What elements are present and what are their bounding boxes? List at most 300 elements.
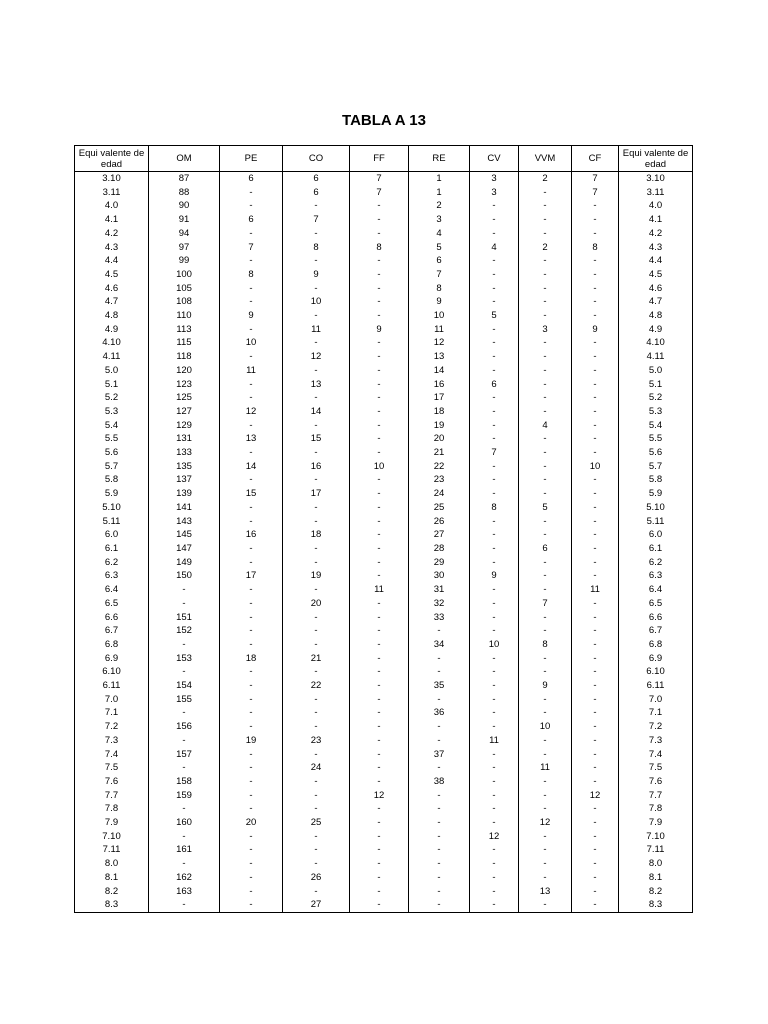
table-cell: 8.3 <box>75 898 149 912</box>
column-header: PE <box>220 146 283 172</box>
table-cell: - <box>572 885 619 899</box>
table-cell: - <box>572 282 619 296</box>
table-cell: - <box>572 295 619 309</box>
table-cell: - <box>470 487 519 501</box>
table-cell: 4 <box>409 227 470 241</box>
table-cell: - <box>470 199 519 213</box>
table-cell: 25 <box>409 501 470 515</box>
table-cell: - <box>283 556 350 570</box>
table-cell: - <box>350 391 409 405</box>
table-cell: - <box>470 460 519 474</box>
table-cell: 6.6 <box>619 611 693 625</box>
table-cell: 6.11 <box>75 679 149 693</box>
table-cell: - <box>519 789 572 803</box>
table-cell: - <box>519 364 572 378</box>
table-header-row <box>75 146 693 172</box>
column-header: VVM <box>519 146 572 172</box>
table-cell: - <box>572 843 619 857</box>
table-cell: - <box>350 254 409 268</box>
table-row <box>75 665 693 679</box>
table-cell: - <box>350 364 409 378</box>
table-cell: - <box>519 378 572 392</box>
table-cell: - <box>572 816 619 830</box>
table-row <box>75 241 693 255</box>
table-row <box>75 871 693 885</box>
table-cell: - <box>519 309 572 323</box>
table-cell: 16 <box>220 528 283 542</box>
table-cell: - <box>350 336 409 350</box>
table-row <box>75 720 693 734</box>
table-row <box>75 419 693 433</box>
table-cell: - <box>220 843 283 857</box>
table-cell: - <box>470 515 519 529</box>
table-row <box>75 309 693 323</box>
table-cell: 12 <box>283 350 350 364</box>
table-row <box>75 542 693 556</box>
table-cell: 113 <box>149 323 220 337</box>
table-cell: - <box>572 857 619 871</box>
table-cell: - <box>220 323 283 337</box>
table-cell: 4.5 <box>619 268 693 282</box>
table-cell: - <box>283 802 350 816</box>
table-cell: - <box>149 898 220 912</box>
table-cell: - <box>283 748 350 762</box>
table-cell: 6.11 <box>619 679 693 693</box>
table-cell: 5.11 <box>75 515 149 529</box>
table-cell: - <box>350 597 409 611</box>
table-cell: 4.7 <box>75 295 149 309</box>
table-cell: - <box>220 789 283 803</box>
table-cell: 10 <box>470 638 519 652</box>
table-cell: 5.4 <box>619 419 693 433</box>
table-cell: 88 <box>149 186 220 200</box>
table-cell: 133 <box>149 446 220 460</box>
table-cell: - <box>519 282 572 296</box>
table-cell: 23 <box>409 473 470 487</box>
table-cell: - <box>409 885 470 899</box>
table-cell: 15 <box>283 432 350 446</box>
table-row <box>75 761 693 775</box>
table-cell: 4.6 <box>619 282 693 296</box>
table-cell: - <box>409 830 470 844</box>
table-cell: - <box>470 542 519 556</box>
table-cell: 5.8 <box>75 473 149 487</box>
table-cell: 9 <box>220 309 283 323</box>
table-cell: - <box>470 213 519 227</box>
table-cell: 17 <box>220 569 283 583</box>
table-cell: - <box>220 693 283 707</box>
table-cell: 6.2 <box>75 556 149 570</box>
table-cell: 9 <box>350 323 409 337</box>
table-cell: 7 <box>220 241 283 255</box>
table-cell: 6.9 <box>75 652 149 666</box>
table-cell: 4.0 <box>619 199 693 213</box>
table-cell: 7.2 <box>75 720 149 734</box>
table-row <box>75 857 693 871</box>
table-cell: - <box>350 487 409 501</box>
table-cell: 4.7 <box>619 295 693 309</box>
table-cell: - <box>572 528 619 542</box>
table-cell: 8 <box>220 268 283 282</box>
table-cell: 151 <box>149 611 220 625</box>
table-cell: - <box>572 624 619 638</box>
table-cell: - <box>572 378 619 392</box>
table-cell: - <box>519 268 572 282</box>
table-row <box>75 885 693 899</box>
table-cell: - <box>220 378 283 392</box>
table-cell: 28 <box>409 542 470 556</box>
table-row <box>75 569 693 583</box>
table-cell: - <box>470 871 519 885</box>
table-cell: 1 <box>409 172 470 186</box>
table-cell: - <box>470 323 519 337</box>
table-cell: 14 <box>283 405 350 419</box>
table-row <box>75 186 693 200</box>
table-cell: 4.8 <box>619 309 693 323</box>
table-cell: 5.3 <box>75 405 149 419</box>
table-cell: 135 <box>149 460 220 474</box>
table-cell: - <box>220 706 283 720</box>
table-cell: - <box>470 432 519 446</box>
table-cell: 7.3 <box>75 734 149 748</box>
table-cell: - <box>572 693 619 707</box>
table-cell: 5.11 <box>619 515 693 529</box>
column-header: Equi valente de edad <box>75 146 149 172</box>
table-cell: 125 <box>149 391 220 405</box>
table-cell: - <box>519 706 572 720</box>
table-cell: - <box>572 871 619 885</box>
table-cell: 7 <box>470 446 519 460</box>
table-cell: 4.11 <box>619 350 693 364</box>
table-cell: - <box>519 583 572 597</box>
table-row <box>75 624 693 638</box>
table-cell: - <box>519 528 572 542</box>
table-cell: 27 <box>283 898 350 912</box>
table-cell: - <box>220 830 283 844</box>
table-cell: - <box>350 843 409 857</box>
table-cell: 24 <box>283 761 350 775</box>
table-cell: - <box>470 624 519 638</box>
table-cell: 4.4 <box>619 254 693 268</box>
table-cell: - <box>350 432 409 446</box>
table-cell: 6.5 <box>619 597 693 611</box>
table-cell: - <box>519 432 572 446</box>
table-cell: 13 <box>283 378 350 392</box>
table-cell: 149 <box>149 556 220 570</box>
table-cell: - <box>283 638 350 652</box>
table-cell: - <box>572 350 619 364</box>
table-cell: 19 <box>283 569 350 583</box>
table-row <box>75 816 693 830</box>
table-cell: 6.8 <box>619 638 693 652</box>
table-cell: - <box>519 199 572 213</box>
table-cell: 6.0 <box>619 528 693 542</box>
table-cell: 12 <box>470 830 519 844</box>
table-cell: 160 <box>149 816 220 830</box>
table-row <box>75 268 693 282</box>
table-cell: - <box>350 268 409 282</box>
table-cell: 7.11 <box>75 843 149 857</box>
table-cell: 16 <box>283 460 350 474</box>
table-cell: 8 <box>283 241 350 255</box>
age-equivalent-table <box>74 145 693 913</box>
table-cell: 18 <box>409 405 470 419</box>
table-cell: 6 <box>519 542 572 556</box>
table-cell: 26 <box>409 515 470 529</box>
table-cell: 23 <box>283 734 350 748</box>
table-cell: - <box>519 857 572 871</box>
table-cell: 3.11 <box>619 186 693 200</box>
table-cell: - <box>519 556 572 570</box>
table-cell: - <box>283 364 350 378</box>
table-cell: - <box>409 898 470 912</box>
table-cell: 19 <box>220 734 283 748</box>
table-cell: 163 <box>149 885 220 899</box>
table-cell: - <box>519 186 572 200</box>
table-cell: 4.9 <box>619 323 693 337</box>
table-cell: - <box>283 885 350 899</box>
table-row <box>75 473 693 487</box>
table-cell: 5.0 <box>75 364 149 378</box>
table-cell: - <box>149 761 220 775</box>
table-cell: - <box>470 802 519 816</box>
table-cell: 5.6 <box>75 446 149 460</box>
table-cell: - <box>572 391 619 405</box>
table-cell: 158 <box>149 775 220 789</box>
table-cell: 137 <box>149 473 220 487</box>
table-cell: - <box>409 857 470 871</box>
table-row <box>75 638 693 652</box>
table-cell: - <box>350 775 409 789</box>
table-cell: - <box>470 556 519 570</box>
table-cell: - <box>220 898 283 912</box>
table-cell: 127 <box>149 405 220 419</box>
table-cell: 4.11 <box>75 350 149 364</box>
table-cell: - <box>350 199 409 213</box>
table-row <box>75 364 693 378</box>
table-cell: - <box>350 734 409 748</box>
table-cell: - <box>283 665 350 679</box>
table-cell: - <box>572 720 619 734</box>
table-cell: - <box>519 830 572 844</box>
table-cell: 5.7 <box>75 460 149 474</box>
column-header: CF <box>572 146 619 172</box>
table-cell: - <box>470 775 519 789</box>
table-cell: - <box>283 419 350 433</box>
table-cell: - <box>470 597 519 611</box>
table-cell: 9 <box>409 295 470 309</box>
table-cell: - <box>519 405 572 419</box>
table-cell: - <box>220 227 283 241</box>
table-cell: 139 <box>149 487 220 501</box>
table-cell: - <box>149 830 220 844</box>
table-cell: 6.0 <box>75 528 149 542</box>
table-cell: - <box>350 898 409 912</box>
table-cell: - <box>572 419 619 433</box>
table-cell: - <box>350 295 409 309</box>
table-cell: 2 <box>519 172 572 186</box>
table-cell: - <box>572 213 619 227</box>
table-cell: - <box>519 569 572 583</box>
table-cell: - <box>409 693 470 707</box>
table-cell: 143 <box>149 515 220 529</box>
table-cell: - <box>283 775 350 789</box>
table-cell: - <box>519 624 572 638</box>
table-cell: - <box>283 583 350 597</box>
table-cell: 5.6 <box>619 446 693 460</box>
table-cell: - <box>519 898 572 912</box>
table-cell: 8.3 <box>619 898 693 912</box>
table-cell: - <box>519 775 572 789</box>
table-cell: - <box>470 693 519 707</box>
table-cell: 4 <box>470 241 519 255</box>
table-cell: 7.2 <box>619 720 693 734</box>
table-cell: 13 <box>409 350 470 364</box>
table-cell: 7.7 <box>75 789 149 803</box>
table-cell: - <box>470 295 519 309</box>
table-cell: 7 <box>409 268 470 282</box>
table-cell: 16 <box>409 378 470 392</box>
table-row <box>75 679 693 693</box>
table-cell: 154 <box>149 679 220 693</box>
table-cell: 4 <box>519 419 572 433</box>
table-row <box>75 748 693 762</box>
table-cell: - <box>149 638 220 652</box>
table-cell: 2 <box>409 199 470 213</box>
table-cell: - <box>572 364 619 378</box>
table-cell: 7.5 <box>75 761 149 775</box>
table-cell: - <box>409 816 470 830</box>
table-row <box>75 898 693 912</box>
table-cell: - <box>470 761 519 775</box>
table-cell: - <box>572 597 619 611</box>
table-cell: - <box>220 761 283 775</box>
table-cell: 6 <box>283 186 350 200</box>
table-cell: - <box>220 542 283 556</box>
table-cell: 20 <box>283 597 350 611</box>
table-cell: 161 <box>149 843 220 857</box>
table-cell: 24 <box>409 487 470 501</box>
table-cell: 5 <box>519 501 572 515</box>
table-cell: - <box>283 254 350 268</box>
table-cell: - <box>519 460 572 474</box>
table-cell: - <box>283 336 350 350</box>
table-cell: - <box>149 857 220 871</box>
table-cell: - <box>572 515 619 529</box>
table-cell: 38 <box>409 775 470 789</box>
table-cell: 8 <box>519 638 572 652</box>
table-cell: 152 <box>149 624 220 638</box>
table-cell: - <box>220 350 283 364</box>
table-row <box>75 213 693 227</box>
table-row <box>75 172 693 186</box>
table-cell: 9 <box>470 569 519 583</box>
table-cell: 3 <box>470 172 519 186</box>
table-cell: 3 <box>409 213 470 227</box>
table-cell: - <box>572 254 619 268</box>
table-cell: 8.1 <box>619 871 693 885</box>
table-row <box>75 391 693 405</box>
table-row <box>75 323 693 337</box>
table-cell: - <box>350 748 409 762</box>
table-cell: 37 <box>409 748 470 762</box>
table-row <box>75 734 693 748</box>
table-cell: 19 <box>409 419 470 433</box>
table-cell: - <box>470 282 519 296</box>
table-cell: 12 <box>409 336 470 350</box>
table-cell: 118 <box>149 350 220 364</box>
table-row <box>75 227 693 241</box>
table-cell: - <box>470 789 519 803</box>
table-cell: - <box>470 350 519 364</box>
table-row <box>75 501 693 515</box>
table-cell: 162 <box>149 871 220 885</box>
table-cell: 6.3 <box>619 569 693 583</box>
table-row <box>75 597 693 611</box>
table-cell: 13 <box>519 885 572 899</box>
table-row <box>75 789 693 803</box>
table-cell: - <box>220 624 283 638</box>
table-cell: - <box>283 624 350 638</box>
table-cell: - <box>283 843 350 857</box>
table-cell: - <box>220 748 283 762</box>
table-cell: - <box>572 473 619 487</box>
table-cell: 27 <box>409 528 470 542</box>
table-cell: - <box>470 254 519 268</box>
table-cell: - <box>220 254 283 268</box>
table-cell: 29 <box>409 556 470 570</box>
table-cell: - <box>409 624 470 638</box>
table-cell: 10 <box>519 720 572 734</box>
table-cell: 3.10 <box>619 172 693 186</box>
table-cell: - <box>220 720 283 734</box>
table-cell: - <box>350 706 409 720</box>
table-cell: 6.4 <box>619 583 693 597</box>
table-cell: - <box>470 268 519 282</box>
table-cell: - <box>283 501 350 515</box>
table-cell: 6.10 <box>75 665 149 679</box>
table-cell: 5.10 <box>75 501 149 515</box>
table-cell: 11 <box>350 583 409 597</box>
table-cell: 99 <box>149 254 220 268</box>
table-cell: 4.2 <box>619 227 693 241</box>
table-cell: - <box>470 843 519 857</box>
table-cell: - <box>283 199 350 213</box>
table-cell: 4.5 <box>75 268 149 282</box>
table-cell: 4.3 <box>619 241 693 255</box>
table-cell: 5.5 <box>75 432 149 446</box>
table-cell: 11 <box>519 761 572 775</box>
table-cell: - <box>519 611 572 625</box>
table-cell: 10 <box>220 336 283 350</box>
table-cell: 14 <box>220 460 283 474</box>
table-cell: - <box>572 446 619 460</box>
table-cell: 12 <box>220 405 283 419</box>
table-row <box>75 405 693 419</box>
table-cell: 97 <box>149 241 220 255</box>
table-row <box>75 515 693 529</box>
table-cell: - <box>572 432 619 446</box>
table-cell: - <box>350 652 409 666</box>
table-cell: 3 <box>519 323 572 337</box>
table-cell: - <box>572 775 619 789</box>
table-cell: 6.1 <box>619 542 693 556</box>
table-cell: 8.2 <box>75 885 149 899</box>
table-cell: - <box>220 446 283 460</box>
table-row <box>75 460 693 474</box>
table-cell: - <box>283 227 350 241</box>
column-header: Equi valente de edad <box>619 146 693 172</box>
